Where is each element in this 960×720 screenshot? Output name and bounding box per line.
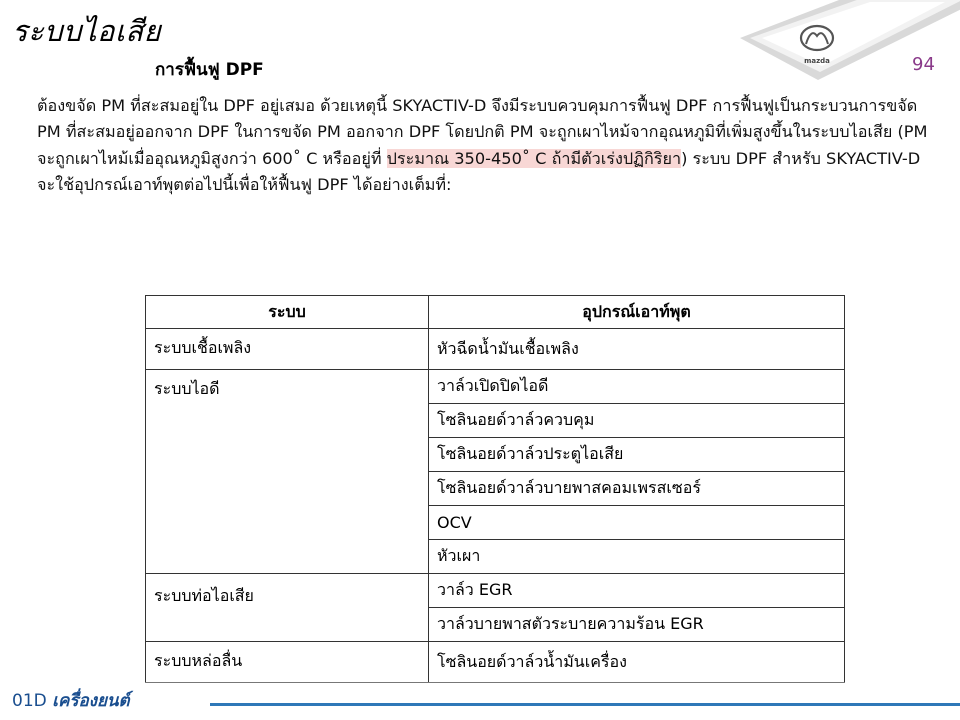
device-cell: โซลินอยด์วาล์วประตูไอเสีย [429, 438, 845, 472]
svg-text:mazda: mazda [804, 57, 830, 65]
device-cell: OCV [429, 506, 845, 540]
footer-section-name: เครื่องยนต์ [52, 691, 130, 711]
paragraph-text-1: ต้องขจัด PM ที่สะสมอยู่ใน DPF อยู่เสมอ ด้วยเหตุนี้ SKYACTIV-D จึงมีระบบควบคุมการฟื้นฟู DPF การฟื้นฟูเป็นกระบวนการขจัด PM ที่สะสมอยู่ออกจาก DPF ในการขจัด PM ออกจาก DPF โดยปกติ PM จะถูกเผาไหม้จากอุณหภูมิที่เพิ่มสูงขึ้นในระบบไอเสีย (PM จะถูกเผาไหม้เมื่ออุณหภูมิสูงกว่า 600˚ C หรืออยู่ที่ [37, 96, 928, 168]
device-cell: วาล์วบายพาสตัวระบายความร้อน EGR [429, 608, 845, 642]
intro-paragraph [37, 93, 937, 198]
output-devices-table [145, 295, 845, 683]
device-cell: หัวฉีดน้ำมันเชื้อเพลิง [429, 329, 845, 370]
system-cell: ระบบหล่อลื่น [146, 642, 429, 683]
table-row [146, 370, 845, 404]
section-title: การฟื้นฟู DPF [155, 60, 264, 80]
header-output-device: อุปกรณ์เอาท์พุต [429, 296, 845, 329]
highlighted-text: ประมาณ 350-450˚ C ถ้ามีตัวเร่งปฏิกิริยา [386, 148, 682, 168]
table-row [146, 642, 845, 683]
header-system: ระบบ [146, 296, 429, 329]
device-cell: วาล์ว EGR [429, 574, 845, 608]
system-cell: ระบบไอดี [146, 370, 429, 574]
footer-label [12, 687, 130, 714]
system-cell: ระบบเชื้อเพลิง [146, 329, 429, 370]
device-cell: โซลินอยด์วาล์วบายพาสคอมเพรสเซอร์ [429, 472, 845, 506]
device-cell: โซลินอยด์วาล์วน้ำมันเครื่อง [429, 642, 845, 683]
paragraph-text-2: ) ระบบ DPF สำหรับ SKYACTIV-D จะใช้อุปกรณ์เอาท์พุตต่อไปนี้เพื่อให้ฟื้นฟู DPF ได้อย่างเต็มที่: [37, 148, 921, 194]
footer-divider [210, 703, 960, 706]
device-cell: วาล์วเปิดปิดไอดี [429, 370, 845, 404]
table-row [146, 329, 845, 370]
table-header-row [146, 296, 845, 329]
table-row [146, 574, 845, 608]
device-cell: โซลินอยด์วาล์วควบคุม [429, 404, 845, 438]
device-cell: หัวเผา [429, 540, 845, 574]
system-cell: ระบบท่อไอเสีย [146, 574, 429, 642]
page-number: 94 [912, 54, 935, 75]
footer-code: 01D [12, 691, 47, 711]
page-title: ระบบไอเสีย [12, 14, 162, 48]
